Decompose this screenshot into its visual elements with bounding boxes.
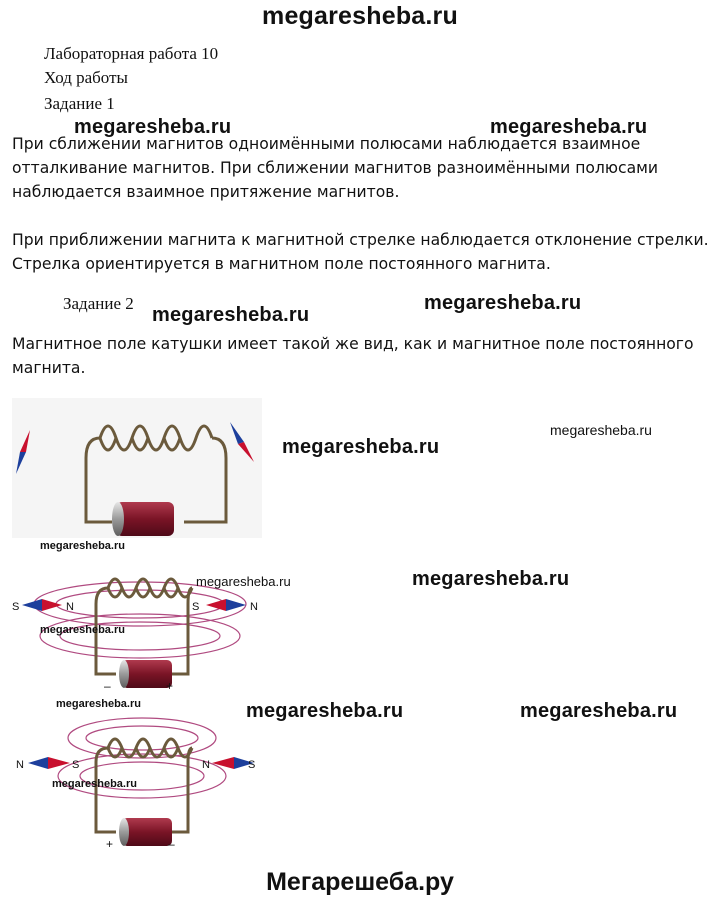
plus-label: + xyxy=(166,679,174,693)
compass-needle-fig2-right xyxy=(206,599,246,611)
watermark: megaresheba.ru xyxy=(550,422,652,438)
site-footer[interactable]: Мегарешеба.ру xyxy=(266,868,454,896)
watermark: megaresheba.ru xyxy=(40,540,125,552)
watermark: megaresheba.ru xyxy=(412,568,570,590)
paragraph-line: магнита. xyxy=(12,359,86,377)
watermark: megaresheba.ru xyxy=(196,574,291,589)
pole-label: S xyxy=(72,759,80,771)
paragraph-3 xyxy=(12,332,714,380)
pole-label: N xyxy=(16,759,24,771)
minus-label: – xyxy=(104,679,111,693)
paragraph-line: отталкивание магнитов. При сближении магнитов разноимёнными полюсами xyxy=(12,159,659,177)
task2-heading: Задание 2 xyxy=(63,294,134,313)
watermark: megaresheba.ru xyxy=(282,436,440,458)
watermark: megaresheba.ru xyxy=(246,700,404,722)
pole-label: N xyxy=(250,601,258,613)
paragraph-1 xyxy=(12,132,714,204)
watermark: megaresheba.ru xyxy=(40,624,125,636)
watermark: megaresheba.ru xyxy=(74,116,232,138)
lab-title: Лабораторная работа 10 xyxy=(44,44,219,63)
watermark: megaresheba.ru xyxy=(152,304,310,326)
paragraph-line: наблюдается взаимное притяжение магнитов. xyxy=(12,183,400,201)
watermark: megaresheba.ru xyxy=(56,698,141,710)
minus-label: – xyxy=(168,837,175,851)
watermark: megaresheba.ru xyxy=(424,292,582,314)
paragraph-line: Магнитное поле катушки имеет такой же вид, как и магнитное поле постоянного xyxy=(12,335,694,353)
pole-label: S xyxy=(248,759,256,771)
paragraph-line: При приближении магнита к магнитной стрелке наблюдается отклонение стрелки. xyxy=(12,231,709,249)
paragraph-line: Стрелка ориентируется в магнитном поле постоянного магнита. xyxy=(12,255,551,273)
paragraph-2 xyxy=(12,228,714,276)
paragraph-line: При сближении магнитов одноимёнными полюсами наблюдается взаимное xyxy=(12,135,641,153)
plus-label: + xyxy=(106,837,114,851)
progress-heading: Ход работы xyxy=(44,68,128,87)
pole-label: S xyxy=(192,601,200,613)
task1-heading: Задание 1 xyxy=(44,94,115,113)
watermark: megaresheba.ru xyxy=(490,116,648,138)
battery-2 xyxy=(119,660,172,688)
battery-3 xyxy=(119,818,172,846)
pole-label: S xyxy=(12,601,20,613)
site-header[interactable]: megaresheba.ru xyxy=(262,2,458,30)
pole-label: N xyxy=(202,759,210,771)
watermark: megaresheba.ru xyxy=(520,700,678,722)
compass-needle-fig2-left xyxy=(22,599,62,611)
watermark: megaresheba.ru xyxy=(52,778,137,790)
pole-label: N xyxy=(66,601,74,613)
